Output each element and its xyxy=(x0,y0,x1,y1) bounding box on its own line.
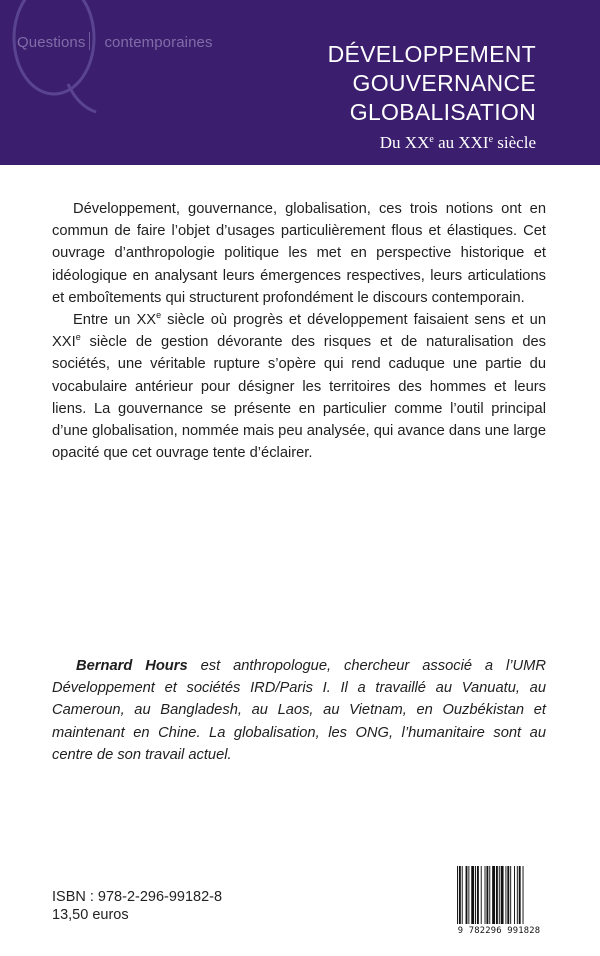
subtitle-part-1: Du XX xyxy=(379,133,430,152)
barcode-bar xyxy=(496,866,498,924)
barcode-bar xyxy=(505,866,506,924)
cover-header-band xyxy=(0,0,600,165)
book-price: 13,50 euros xyxy=(52,907,129,923)
series-divider xyxy=(89,32,100,50)
blurb-paragraph-1: Développement, gouvernance, globalisation, ces trois notions ont en commun de faire l’objet d’usages particulièrement flous et élastiques. Cet ouvrage d’anthropologie politique les met en perspective historique et idéologique en analysant leurs émergences respectives, leurs articulations et emboîtements qui structurent profondément le discours contemporain. xyxy=(52,201,546,306)
barcode-bar xyxy=(475,866,476,924)
barcode-bar xyxy=(459,866,461,924)
author-bio xyxy=(52,655,546,766)
blurb-p2-sup-1: e xyxy=(156,310,162,321)
barcode-bar xyxy=(492,866,495,924)
barcode-bar xyxy=(457,866,458,924)
barcode-bar xyxy=(501,866,504,924)
barcode-bar xyxy=(507,866,509,924)
barcode-bar xyxy=(519,866,521,924)
barcode-bar xyxy=(485,866,486,924)
barcode-bar xyxy=(466,866,468,924)
barcode-digits: 9 782296 991828 xyxy=(457,926,541,936)
series-word-2: contemporaines xyxy=(104,34,213,51)
barcode-bar xyxy=(471,866,474,924)
barcode-bars-icon xyxy=(457,866,541,924)
blurb-p2-part-c: siècle de gestion dévorante des risques et de naturalisation des sociétés, une véritable rupture s’opère qui rend caduque une partie du vocabulaire antérieur pour désigner les territoires des hommes et leurs liens. La gouvernance se présente en particulier comme l’outil principal d’une globalisation, nommée mais peu analysée, qui avance dans une large opacité que cet ouvrage tente d’éclairer. xyxy=(52,334,546,462)
barcode-bar xyxy=(468,866,469,924)
barcode-bar xyxy=(517,866,518,924)
author-bio-text: est anthropologue, chercheur associé a l’UMR Développement et sociétés IRD/Paris I. Il a travaillé au Vanuatu, au Cameroun, au Bangladesh, au Laos, au Vietnam, en Ouzbékistan et maintenant en Chine. La globalisation, les ONG, l’humanitaire sont au centre de son travail actuel. xyxy=(52,658,546,763)
blurb-paragraph-2 xyxy=(52,309,546,464)
blurb-p2-sup-2: e xyxy=(75,332,81,343)
isbn-number: ISBN : 978-2-296-99182-8 xyxy=(52,889,223,905)
back-cover-blurb xyxy=(52,198,546,464)
title-line-1: DÉVELOPPEMENT xyxy=(327,41,536,67)
subtitle-sup-2: e xyxy=(488,134,494,145)
blurb-p2-part-b: siècle où progrès et développement faisaient sens et un XXI xyxy=(52,312,547,351)
subtitle-part-2: au XXI xyxy=(433,133,489,152)
title-line-3: GLOBALISATION xyxy=(349,99,536,125)
barcode-bar xyxy=(514,866,515,924)
blurb-p2-part-a: Entre un XX xyxy=(73,312,157,329)
title-line-2: GOUVERNANCE xyxy=(352,70,536,96)
barcode-bar xyxy=(462,866,463,924)
series-q-logo-icon xyxy=(8,0,100,116)
subtitle-sup-1: e xyxy=(429,134,434,145)
author-name: Bernard Hours xyxy=(76,658,188,674)
ean-barcode xyxy=(451,864,547,936)
barcode-bar xyxy=(481,866,482,924)
book-title xyxy=(328,40,536,127)
book-subtitle xyxy=(380,133,536,153)
barcode-bar xyxy=(489,866,490,924)
subtitle-part-3: siècle xyxy=(493,133,536,152)
barcode-bar xyxy=(486,866,488,924)
barcode-bar xyxy=(499,866,500,924)
series-name xyxy=(17,32,213,51)
barcode-bar xyxy=(477,866,479,924)
barcode-bar xyxy=(523,866,524,924)
series-word-1: Questions xyxy=(17,34,86,51)
barcode-bar xyxy=(510,866,511,924)
